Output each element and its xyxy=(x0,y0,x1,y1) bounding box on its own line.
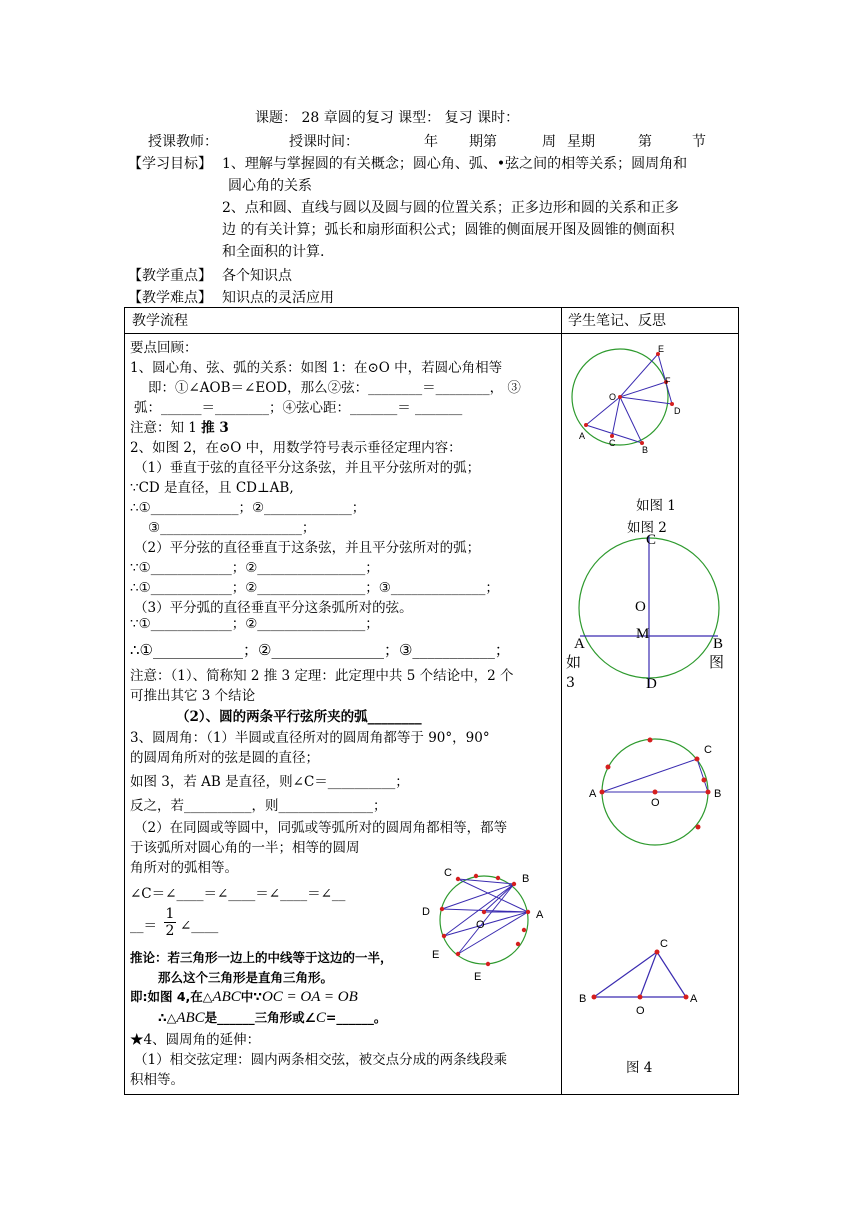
content-line: 3、圆周角：（1）半圆或直径所对的圆周角都等于 90°，90° xyxy=(130,730,490,746)
corollary-line: 即:如图 4,在△ABC中∵OC = OA = OB xyxy=(130,989,358,1005)
objectives-line-4: 边 的有关计算；弧长和扇形面积公式；圆锥的侧面展开图及圆锥的侧面积 xyxy=(222,222,675,238)
content-line: ∵①____________；②________________； xyxy=(130,560,379,576)
label-C: C xyxy=(646,532,657,548)
label-O: O xyxy=(476,919,485,931)
label-C: C xyxy=(609,438,616,448)
objectives-tag: 【学习目标】 xyxy=(128,156,212,172)
corollary-line: ∴△ABC是______三角形或∠C=______。 xyxy=(158,1010,387,1026)
figure-3-diameter-angle xyxy=(580,732,730,860)
label-E: E xyxy=(658,344,665,354)
content-line: （1）相交弦定理：圆内两条相交弦，被交点分成的两条线段乘 xyxy=(134,1052,508,1068)
content-line: 于该弧所对圆心角的一半；相等的圆周 xyxy=(130,840,360,856)
content-line: 1、圆心角、弦、弧的关系：如图 1：在⊙O 中，若圆心角相等 xyxy=(130,360,503,376)
label-B: B xyxy=(522,873,530,885)
fraction: 1 2 xyxy=(165,906,175,939)
label-A: A xyxy=(690,993,698,1005)
label-A: A xyxy=(579,431,586,441)
content-line: ∠____ xyxy=(180,918,219,934)
objectives-line-1: 1、理解与掌握圆的有关概念；圆心角、弧、•弦之间的相等关系；圆周角和 xyxy=(222,156,688,172)
content-line: ③_____________________； xyxy=(148,520,316,536)
objectives-line-5: 和全面积的计算. xyxy=(222,244,325,260)
content-line: （2）、圆的两条平行弦所夹的弧________ xyxy=(176,709,422,725)
content-line: __＝ xyxy=(130,918,157,934)
term-label: 期第 xyxy=(469,134,497,150)
label-D: D xyxy=(674,406,681,416)
content-line: （1）垂直于弦的直径平分这条弦，并且平分弦所对的弧； xyxy=(134,460,481,476)
figure-4-median-triangle xyxy=(576,932,706,1022)
content-line: （2）平分弦的直径垂直于这条弦，并且平分弦所对的弧； xyxy=(134,540,481,556)
difficulty-text: 知识点的灵活应用 xyxy=(222,290,334,306)
label-O: O xyxy=(636,1005,645,1017)
content-line: （3）平分弧的直径垂直平分这条弧所对的弦。 xyxy=(134,600,413,616)
figure-3-caption-left: 如 xyxy=(566,653,582,671)
label-E: E xyxy=(432,949,440,961)
label-A: A xyxy=(536,909,544,921)
content-line: （2）在同圆或等圆中，同弧或等弧所对的圆周角都相等，都等 xyxy=(134,820,508,836)
label-B: B xyxy=(642,445,649,455)
figure-2-caption: 如图 2 xyxy=(627,520,667,536)
figure-4-caption: 图 4 xyxy=(626,1060,653,1076)
lesson-title: 课题： 28 章圆的复习 课型： 复习 课时： xyxy=(255,110,520,126)
content-line: ∴①____________；②________________；③______________； xyxy=(130,580,499,596)
content-line: ∠C＝∠____＝∠____＝∠____＝∠__ xyxy=(130,886,346,902)
content-line: 角所对的弧相等。 xyxy=(130,860,238,876)
figure-inscribed-angles xyxy=(418,866,548,982)
label-O: O xyxy=(651,797,660,809)
table-header-divider xyxy=(124,333,739,334)
table-column-divider xyxy=(561,307,562,1095)
year-label: 年 xyxy=(424,134,438,150)
ordinal-label: 第 xyxy=(638,134,652,150)
label-F: F xyxy=(665,376,671,386)
content-line: 弧：______＝________；④弦心距：_______＝ _______ xyxy=(134,400,463,416)
label-A: A xyxy=(589,788,597,800)
content-line: 注意：知 1 推 3 xyxy=(130,420,229,436)
teacher-label: 授课教师： xyxy=(148,134,218,150)
figure-3-caption-right: 图 xyxy=(709,653,725,671)
content-line: 反之，若__________，则______________； xyxy=(130,798,387,814)
content-line: 可推出其它 3 个结论 xyxy=(130,688,256,704)
label-B: B xyxy=(579,993,587,1005)
review-heading: 要点回顾： xyxy=(130,340,198,356)
corollary-line: 那么这个三角形是直角三角形。 xyxy=(158,970,334,985)
label-C: C xyxy=(444,867,452,879)
corollary-line: 推论：若三角形一边上的中线等于这边的一半， xyxy=(130,950,393,965)
label-B: B xyxy=(714,788,722,800)
keypoint-text: 各个知识点 xyxy=(222,268,292,284)
label-C: C xyxy=(704,744,712,756)
content-line: ∵CD 是直径，且 CD⊥AB, xyxy=(130,480,294,496)
content-line: 即：①∠AOB＝∠EOD，那么②弦：________＝________， ③ xyxy=(148,380,521,396)
label-O: O xyxy=(635,599,646,615)
figure-1-caption: 如图 1 xyxy=(636,498,676,514)
content-line: ∴①____________；②_______________；③___________； xyxy=(130,641,510,659)
content-line: ∵①____________；②________________； xyxy=(130,616,379,632)
objectives-line-2: 圆心角的关系 xyxy=(228,178,312,194)
content-line: 2、如图 2，在⊙O 中，用数学符号表示垂径定理内容： xyxy=(130,440,462,456)
label-E2: E xyxy=(474,971,482,982)
content-line: 的圆周角所对的弦是圆的直径； xyxy=(130,750,319,766)
time-label: 授课时间： xyxy=(289,134,359,150)
objectives-line-3: 2、点和圆、直线与圆以及圆与圆的位置关系；正多边形和圆的关系和正多 xyxy=(222,200,679,216)
content-line: 如图 3，若 AB 是直径，则∠C＝__________； xyxy=(130,774,409,790)
label-M: M xyxy=(636,626,650,642)
label-A: A xyxy=(574,636,585,652)
content-line: 注意：（1）、简称知 2 推 3 定理：此定理中共 5 个结论中，2 个 xyxy=(130,668,514,684)
week-label: 周 xyxy=(542,134,556,150)
section-label: 节 xyxy=(692,134,706,150)
label-O: O xyxy=(609,392,617,402)
figure-1-central-angles xyxy=(566,340,686,460)
difficulty-tag: 【教学难点】 xyxy=(128,290,212,306)
content-line: ★4、圆周角的延伸： xyxy=(130,1032,261,1048)
content-line: 积相等。 xyxy=(130,1072,184,1088)
content-line: ∴①_____________；②_____________； xyxy=(130,500,366,516)
keypoint-tag: 【教学重点】 xyxy=(128,268,212,284)
figure-3-caption-num: 3 xyxy=(566,675,575,691)
label-D: D xyxy=(422,906,430,918)
label-B: B xyxy=(713,636,724,652)
weekday-label: 星期 xyxy=(567,134,595,150)
column-header-notes: 学生笔记、反思 xyxy=(568,313,666,329)
label-D: D xyxy=(646,676,657,688)
label-C: C xyxy=(660,938,668,950)
column-header-flow: 教学流程 xyxy=(132,313,188,329)
